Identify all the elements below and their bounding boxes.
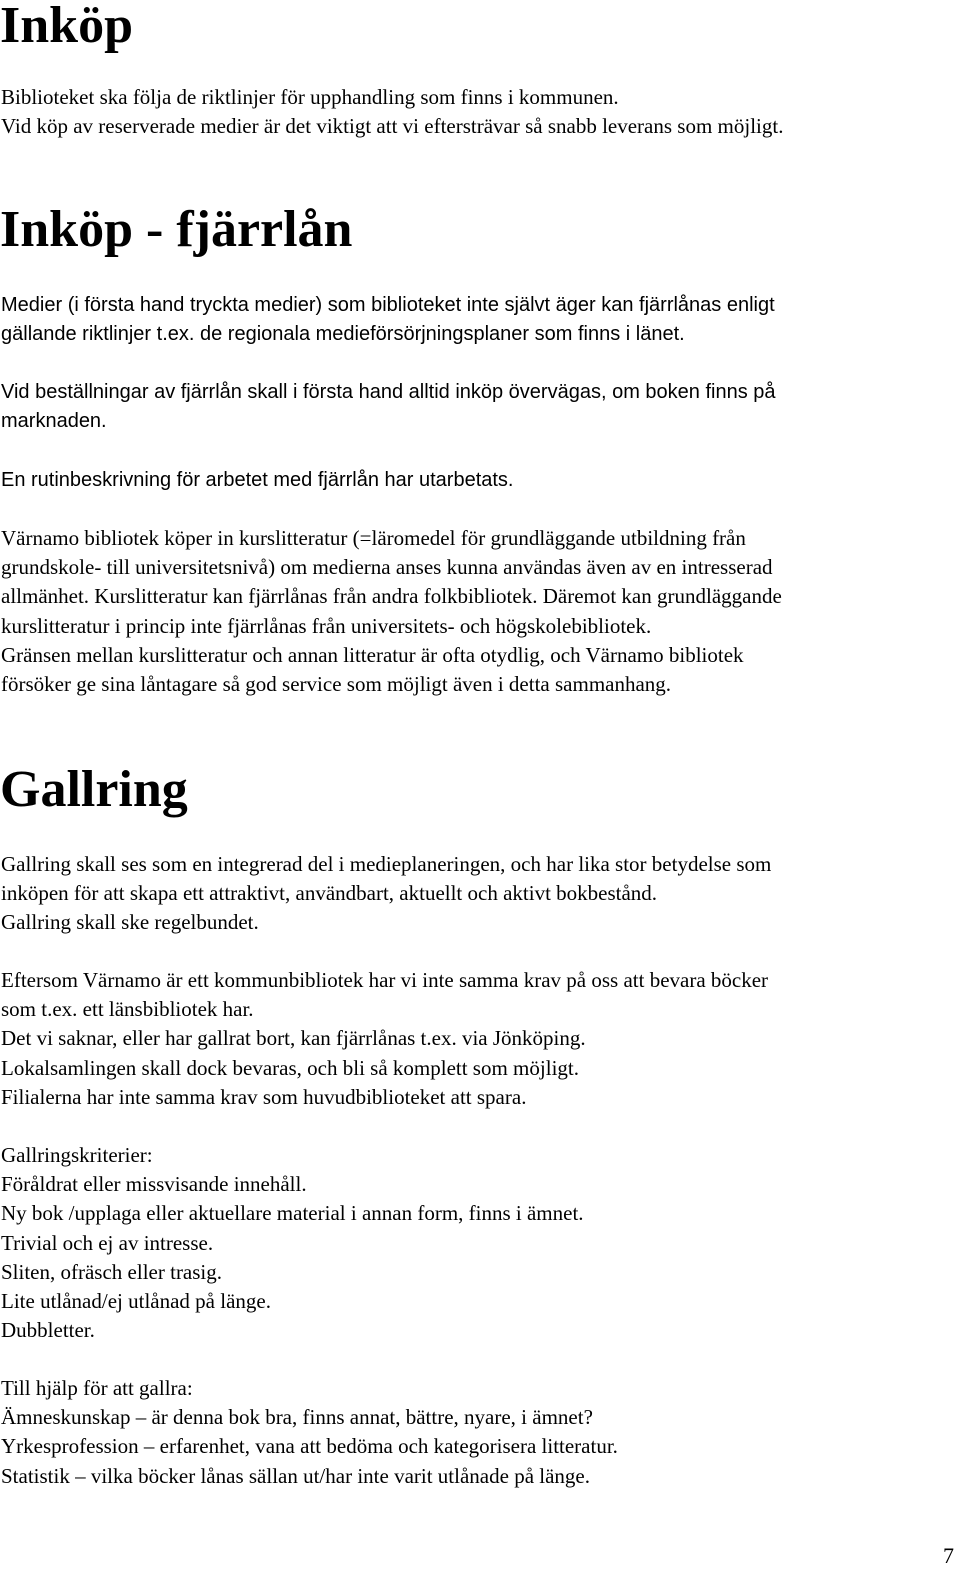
paragraph-fjarrlan-3 — [1, 466, 956, 495]
text-line: Gallring skall ske regelbundet. — [1, 910, 259, 935]
text-line: En rutinbeskrivning för arbetet med fjärrlån har utarbetats. — [1, 469, 514, 491]
text-line: Ämneskunskap – är denna bok bra, finns annat, bättre, nyare, i ämnet? — [1, 1405, 593, 1430]
heading-inkop: Inköp — [0, 0, 133, 54]
text-line: Lokalsamlingen skall dock bevaras, och bli så komplett som möjligt. — [1, 1055, 579, 1080]
text-line: försöker ge sina låntagare så god service som möjligt även i detta sammanhang. — [1, 672, 672, 697]
text-line: Ny bok /upplaga eller aktuellare material i annan form, finns i ämnet. — [1, 1201, 584, 1226]
text-line: Sliten, ofräsch eller trasig. — [1, 1259, 223, 1284]
text-line: gällande riktlinjer t.ex. de regionala medieförsörjningsplaner som finns i länet. — [1, 323, 685, 346]
paragraph-fjarrlan-1 — [1, 291, 956, 349]
heading-gallring: Gallring — [0, 761, 188, 818]
text-line: Statistik – vilka böcker lånas sällan ut/har inte varit utlånade på länge. — [1, 1463, 590, 1488]
heading-fjarrlan: Inköp - fjärrlån — [0, 201, 353, 258]
text-line: som t.ex. ett länsbibliotek har. — [1, 997, 254, 1022]
text-line: Dubbletter. — [1, 1318, 95, 1343]
paragraph-fjarrlan-2 — [1, 378, 956, 436]
text-line: Yrkesprofession – erfarenhet, vana att bedöma och kategorisera litteratur. — [1, 1434, 618, 1459]
text-line: Vid beställningar av fjärrlån skall i första hand alltid inköp övervägas, om boken finns på — [1, 381, 776, 403]
text-line: allmänhet. Kurslitteratur kan fjärrlånas från andra folkbibliotek. Däremot kan grundläggande — [1, 584, 782, 609]
page-number: 7 — [943, 1543, 954, 1568]
text-line: marknaden. — [1, 410, 107, 433]
text-line: Värnamo bibliotek köper in kurslitteratur (=läromedel för grundläggande utbildning från — [1, 526, 746, 550]
text-line: inköpen för att skapa ett attraktivt, användbart, aktuellt och aktivt bokbestånd. — [1, 881, 658, 906]
text-line: Biblioteket ska följa de riktlinjer för upphandling som finns i kommunen. — [1, 85, 619, 109]
text-line: grundskole- till universitetsnivå) om medierna anses kunna användas även av en intresserad — [1, 555, 773, 580]
text-line: kurslitteratur i princip inte fjärrlånas från universitets- och högskolebibliotek. — [1, 613, 652, 638]
text-line: Föråldrat eller missvisande innehåll. — [1, 1172, 307, 1197]
text-line: Medier (i första hand tryckta medier) som biblioteket inte självt äger kan fjärrlånas enligt — [1, 294, 775, 316]
paragraph-fjarrlan-4 — [1, 524, 956, 699]
paragraph-gallring-1 — [1, 850, 956, 938]
paragraph-gallring-criteria — [1, 1141, 956, 1345]
text-line: Lite utlånad/ej utlånad på länge. — [1, 1289, 271, 1314]
text-line: Gränsen mellan kurslitteratur och annan litteratur är ofta otydlig, och Värnamo bibliotek — [1, 642, 744, 667]
paragraph-inkop-1 — [1, 83, 956, 141]
paragraph-gallring-help — [1, 1374, 956, 1491]
text-line: Trivial och ej av intresse. — [1, 1230, 214, 1255]
text-line: Till hjälp för att gallra: — [1, 1376, 193, 1400]
text-line: Filialerna har inte samma krav som huvudbiblioteket att spara. — [1, 1084, 527, 1109]
text-line: Gallringskriterier: — [1, 1143, 153, 1167]
text-line: Gallring skall ses som en integrerad del i medieplaneringen, och har lika stor betydelse som — [1, 852, 772, 876]
paragraph-gallring-2 — [1, 966, 956, 1112]
text-line: Eftersom Värnamo är ett kommunbibliotek har vi inte samma krav på oss att bevara böcker — [1, 968, 769, 992]
text-line: Det vi saknar, eller har gallrat bort, kan fjärrlånas t.ex. via Jönköping. — [1, 1026, 586, 1051]
text-line: Vid köp av reserverade medier är det viktigt att vi eftersträvar så snabb leverans som möjligt. — [1, 114, 784, 139]
